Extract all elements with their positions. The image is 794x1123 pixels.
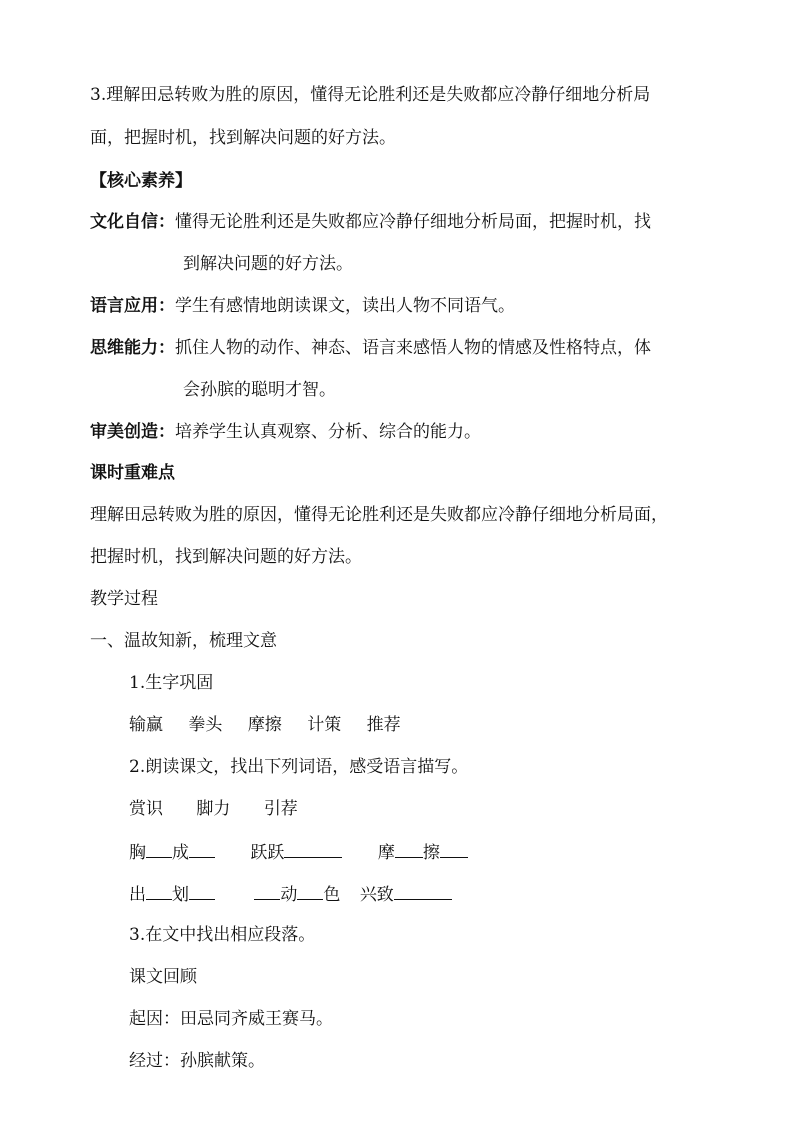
thinking-ability-line-1 xyxy=(90,338,651,358)
blank-line xyxy=(189,841,215,858)
word: 拳头 xyxy=(188,715,223,735)
fill-char: 出 xyxy=(129,885,146,905)
key-points-line-1: 理解田忌转败为胜的原因，懂得无论胜利还是失败都应冷静仔细地分析局面， xyxy=(90,505,668,525)
aesthetic-creation-label: 审美创造： xyxy=(90,422,175,442)
item-1-characters: 1.生字巩固 xyxy=(129,673,214,693)
culture-confidence-line-1 xyxy=(90,212,651,232)
fill-char: 色 xyxy=(323,885,341,905)
fill-char: 划 xyxy=(172,885,189,905)
thinking-ability-line-2: 会孙膑的聪明才智。 xyxy=(183,380,336,400)
word: 引荐 xyxy=(263,799,298,819)
aesthetic-creation-line xyxy=(90,422,481,442)
fill-char: 摩 xyxy=(377,843,395,863)
process-line: 经过：孙膑献策。 xyxy=(129,1051,265,1071)
objective-3-line-2: 面，把握时机，找到解决问题的好方法。 xyxy=(90,128,396,148)
blank-line xyxy=(254,883,280,900)
section-1-heading: 一、温故知新，梳理文意 xyxy=(90,631,277,651)
key-points-line-2: 把握时机，找到解决问题的好方法。 xyxy=(90,547,362,567)
fill-char: 胸 xyxy=(129,843,146,863)
culture-confidence-line-2: 到解决问题的好方法。 xyxy=(183,254,353,274)
item-2-reading: 2.朗读课文，找出下列词语，感受语言描写。 xyxy=(129,757,469,777)
language-application-text: 学生有感情地朗读课文，读出人物不同语气。 xyxy=(175,296,515,316)
culture-confidence-label: 文化自信： xyxy=(90,212,175,232)
word-list-2 xyxy=(129,799,298,819)
item-3-find-paragraphs: 3.在文中找出相应段落。 xyxy=(129,925,316,945)
fill-blank-row-1 xyxy=(129,841,468,863)
word: 计策 xyxy=(307,715,342,735)
key-points-heading: 课时重难点 xyxy=(90,463,175,483)
core-literacy-heading: 【核心素养】 xyxy=(90,171,192,191)
fill-blank-row-2 xyxy=(129,883,452,905)
cause-line: 起因：田忌同齐威王赛马。 xyxy=(129,1009,333,1029)
thinking-ability-label: 思维能力： xyxy=(90,338,175,358)
blank-line xyxy=(189,883,215,900)
language-application-label: 语言应用： xyxy=(90,296,175,316)
fill-char: 跃跃 xyxy=(250,843,285,863)
word: 摩擦 xyxy=(247,715,282,735)
teaching-process-heading: 教学过程 xyxy=(90,589,158,609)
language-application-line xyxy=(90,296,515,316)
blank-line xyxy=(284,841,342,858)
culture-confidence-text: 懂得无论胜利还是失败都应冷静仔细地分析局面，把握时机，找 xyxy=(175,212,651,232)
word-list-1 xyxy=(129,715,401,735)
text-review-heading: 课文回顾 xyxy=(129,967,197,987)
blank-line xyxy=(146,883,172,900)
blank-line xyxy=(394,883,452,900)
blank-line xyxy=(440,841,468,858)
fill-char: 成 xyxy=(172,843,189,863)
word: 推荐 xyxy=(366,715,401,735)
blank-line xyxy=(395,841,423,858)
thinking-ability-text: 抓住人物的动作、神态、语言来感悟人物的情感及性格特点，体 xyxy=(175,338,651,358)
word: 脚力 xyxy=(196,799,231,819)
fill-char: 动 xyxy=(280,885,298,905)
fill-char: 兴致 xyxy=(359,885,394,905)
blank-line xyxy=(146,841,172,858)
blank-line xyxy=(297,883,323,900)
fill-char: 擦 xyxy=(422,843,440,863)
word: 赏识 xyxy=(129,799,163,819)
aesthetic-creation-text: 培养学生认真观察、分析、综合的能力。 xyxy=(175,422,481,442)
objective-3-line-1: 3.理解田忌转败为胜的原因，懂得无论胜利还是失败都应冷静仔细地分析局 xyxy=(90,85,651,105)
word: 输赢 xyxy=(129,715,163,735)
